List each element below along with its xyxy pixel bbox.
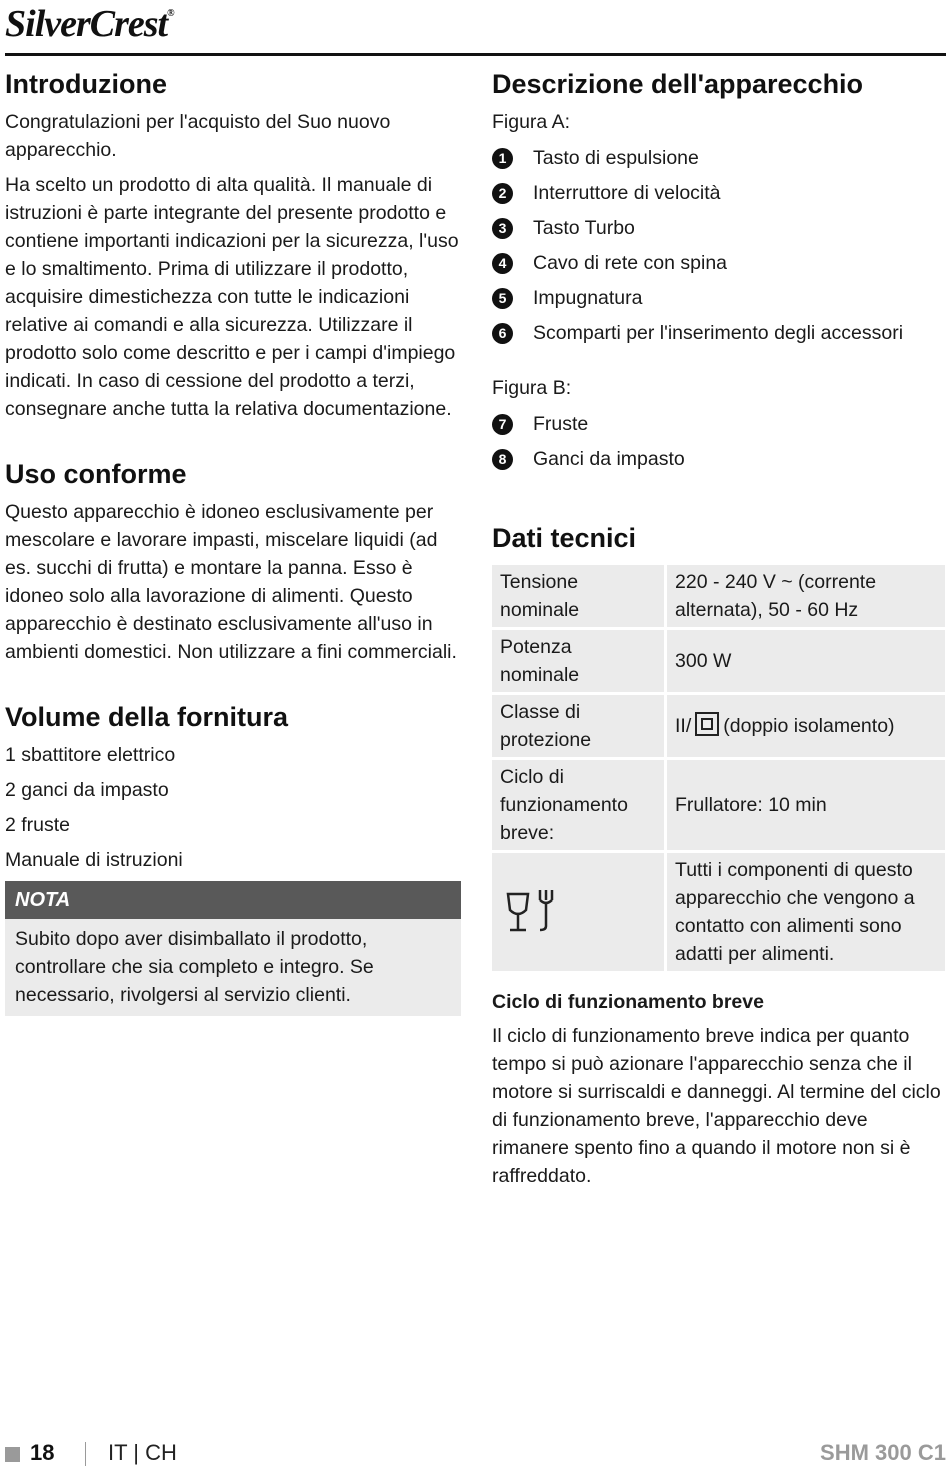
language-code: IT | CH: [108, 1440, 177, 1465]
table-key: Tensione nominale: [492, 565, 664, 627]
header-rule: [5, 53, 946, 56]
tech-title: Dati tecnici: [492, 523, 637, 553]
volume-title: Volume della fornitura: [5, 702, 289, 732]
figure-a-label: Figura A:: [492, 111, 571, 133]
table-row: [492, 565, 945, 627]
part-label: Tasto Turbo: [533, 217, 635, 239]
part-label: Ganci da impasto: [533, 448, 685, 470]
list-item: 1 sbattitore elettrico: [5, 744, 176, 766]
note-heading: NOTA: [5, 881, 461, 919]
tech-table: [489, 562, 948, 974]
list-item: [492, 319, 945, 347]
parts-list-b: [492, 410, 945, 473]
list-item: [492, 249, 945, 277]
right-column: [492, 66, 945, 1197]
note-body: [5, 919, 461, 1016]
note-text: Subito dopo aver disimballato il prodotto, controllare che sia completo e integro. Se necessario, rivolgersi al servizio clienti.: [15, 928, 374, 1006]
table-row: [492, 695, 945, 757]
parts-list-a: [492, 144, 945, 347]
page-footer: [5, 1440, 946, 1470]
ciclo-title: Ciclo di funzionamento breve: [492, 991, 764, 1013]
table-key: Ciclo di funzionamento breve:: [492, 760, 664, 850]
part-label: Tasto di espulsione: [533, 147, 699, 169]
part-label: Fruste: [533, 413, 589, 435]
left-column: [5, 66, 461, 1016]
brand-logo: SilverCrest®: [5, 3, 174, 45]
table-value: Tutti i componenti di questo apparecchio che vengono a contatto con alimenti sono adatti per alimenti.: [667, 853, 945, 971]
part-label: Scomparti per l'inserimento degli accessori: [533, 322, 904, 344]
table-value: Frullatore: 10 min: [667, 760, 945, 850]
page-number: 18: [30, 1440, 55, 1465]
table-value: [667, 695, 945, 757]
uso-title: Uso conforme: [5, 459, 187, 489]
list-item: [492, 144, 945, 172]
note-box: [5, 881, 461, 1016]
table-key: Classe di protezione: [492, 695, 664, 757]
food-safe-icon: [502, 884, 558, 940]
number-badge: 2: [492, 183, 513, 204]
footer-divider: [85, 1442, 86, 1466]
figure-b-label: Figura B:: [492, 377, 572, 399]
number-badge: 5: [492, 288, 513, 309]
number-badge: 3: [492, 218, 513, 239]
number-badge: 1: [492, 148, 513, 169]
list-item: [492, 214, 945, 242]
number-badge: 8: [492, 449, 513, 470]
intro-paragraph-2: Ha scelto un prodotto di alta qualità. Il manuale di istruzioni è parte integrante del presente prodotto e contiene importanti indicazioni per la sicurezza, l'uso e lo smaltimento. Prima di utilizzare il prodotto, acquisire dimestichezza con tutte le indicazioni relative ai comandi e alla sicurezza. Utilizzare il prodotto solo come descritto e per i campi d'impiego indicati. In caso di cessione del prodotto a terzi, consegnare anche tutta la relativa documentazione.: [5, 174, 459, 420]
table-key: [492, 853, 664, 971]
number-badge: 7: [492, 414, 513, 435]
part-label: Impugnatura: [533, 287, 643, 309]
number-badge: 4: [492, 253, 513, 274]
double-insulation-icon: [695, 712, 719, 736]
list-item: [492, 410, 945, 438]
part-label: Cavo di rete con spina: [533, 252, 728, 274]
table-row: [492, 630, 945, 692]
list-item: [492, 284, 945, 312]
table-key: Potenza nominale: [492, 630, 664, 692]
volume-list: [5, 741, 461, 874]
model-number: SHM 300 C1: [820, 1440, 946, 1465]
uso-paragraph: Questo apparecchio è idoneo esclusivamente per mescolare e lavorare impasti, miscelare liquidi (ad es. succhi di frutta) e montare la panna. Esso è idoneo solo alla lavorazione di alimenti. Questo apparecchio è destinato esclusivamente all'uso in ambienti domestici. Non utilizzare a fini commerciali.: [5, 501, 457, 663]
list-item: Manuale di istruzioni: [5, 849, 183, 871]
table-value: 220 - 240 V ~ (corrente alternata), 50 - 60 Hz: [667, 565, 945, 627]
table-value: 300 W: [667, 630, 945, 692]
table-row: [492, 760, 945, 850]
list-item: 2 fruste: [5, 814, 71, 836]
list-item: 2 ganci da impasto: [5, 779, 169, 801]
intro-paragraph-1: Congratulazioni per l'acquisto del Suo nuovo apparecchio.: [5, 111, 391, 161]
part-label: Interruttore di velocità: [533, 182, 721, 204]
list-item: [492, 179, 945, 207]
list-item: [492, 445, 945, 473]
intro-title: Introduzione: [5, 69, 167, 99]
number-badge: 6: [492, 323, 513, 344]
table-row: [492, 853, 945, 971]
desc-title: Descrizione dell'apparecchio: [492, 69, 864, 99]
class-prefix: II/: [675, 715, 692, 737]
footer-square: [5, 1447, 20, 1462]
ciclo-paragraph: Il ciclo di funzionamento breve indica per quanto tempo si può azionare l'apparecchio senza che il motore si surriscaldi e danneggi. Al termine del ciclo di funzionamento breve, l'apparecchio deve rimanere spento fino a quando il motore non si è raffreddato.: [492, 1025, 941, 1187]
class-suffix: (doppio isolamento): [723, 715, 895, 737]
